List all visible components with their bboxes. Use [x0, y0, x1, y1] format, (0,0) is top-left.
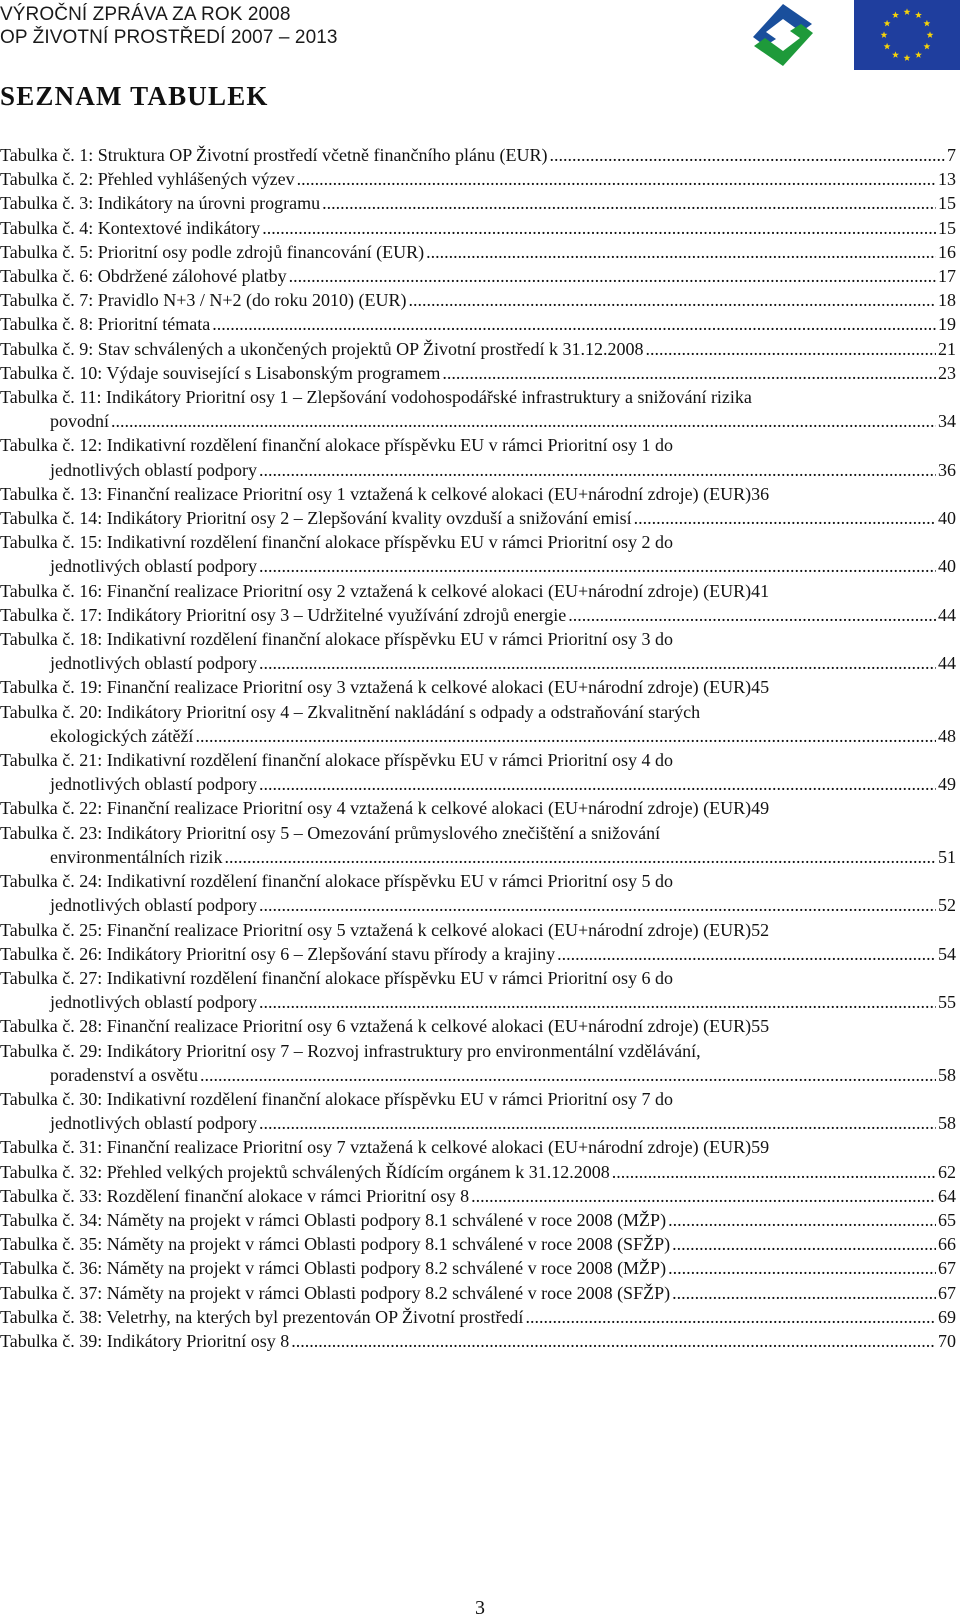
dot-leader [259, 893, 936, 917]
toc-page-number: 16 [938, 241, 956, 262]
toc-entry-text: Tabulka č. 30: Indikativní rozdělení finanční alokace příspěvku EU v rámci Prioritní osy 7 do [0, 1088, 674, 1109]
dot-leader [612, 1160, 936, 1184]
toc-entry-text: Tabulka č. 5: Prioritní osy podle zdrojů financování (EUR) [0, 241, 425, 262]
toc-page-number: 19 [938, 314, 956, 335]
toc-entry-text: Tabulka č. 37: Náměty na projekt v rámci Oblasti podpory 8.2 schválené v roce 2008 (SFŽP) [0, 1282, 671, 1303]
toc-page-number: 49 [938, 774, 956, 795]
toc-entry-text: ekologických zátěží [50, 725, 194, 746]
toc-entry-text: jednotlivých oblastí podpory [50, 556, 257, 577]
dot-leader [645, 337, 936, 361]
toc-entry[interactable] [0, 167, 956, 191]
toc-entry-text: Tabulka č. 18: Indikativní rozdělení finanční alokace příspěvku EU v rámci Prioritní osy 3 do [0, 629, 674, 650]
dot-leader [471, 1184, 936, 1208]
toc-entry-text: jednotlivých oblastí podpory [50, 774, 257, 795]
dot-leader [111, 409, 936, 433]
toc-entry-text: Tabulka č. 10: Výdaje související s Lisabonským programem [0, 362, 441, 383]
toc-page-number: 49 [751, 798, 770, 819]
toc-entry[interactable] [0, 240, 956, 264]
toc-entry-text: Tabulka č. 3: Indikátory na úrovni programu [0, 193, 321, 214]
toc-entry-text: jednotlivých oblastí podpory [50, 653, 257, 674]
toc-entry-text: Tabulka č. 38: Veletrhy, na kterých byl prezentován OP Životní prostředí [0, 1306, 524, 1327]
toc-page-number: 15 [938, 193, 956, 214]
toc-entry-text: Tabulka č. 13: Finanční realizace Prioritní osy 1 vztažená k celkové alokaci (EU+národní zdroje) (EUR) [0, 483, 752, 504]
toc-page-number: 48 [938, 725, 956, 746]
toc-entry-text: Tabulka č. 2: Přehled vyhlášených výzev [0, 169, 295, 190]
toc-entry[interactable] [0, 1014, 956, 1038]
toc-entry[interactable] [0, 1256, 956, 1280]
toc-entry[interactable] [0, 361, 956, 385]
toc-entry[interactable] [0, 675, 956, 699]
toc-page-number: 40 [938, 556, 956, 577]
toc-entry[interactable] [0, 337, 956, 361]
toc-entry[interactable] [0, 385, 956, 433]
header-subtitle: OP ŽIVOTNÍ PROSTŘEDÍ 2007 – 2013 [0, 27, 338, 48]
toc-page-number: 58 [938, 1113, 956, 1134]
toc-entry-text: Tabulka č. 25: Finanční realizace Prioritní osy 5 vztažená k celkové alokaci (EU+národní zdroje) (EUR) [0, 919, 752, 940]
toc-page-number: 13 [938, 169, 956, 190]
dot-leader [224, 845, 936, 869]
toc-entry-text: Tabulka č. 35: Náměty na projekt v rámci Oblasti podpory 8.1 schválené v roce 2008 (SFŽP) [0, 1234, 671, 1255]
dot-leader [408, 288, 936, 312]
toc-entry-text: Tabulka č. 23: Indikátory Prioritní osy 5 – Omezování průmyslového znečištění a snižování [0, 822, 661, 843]
toc-entry[interactable] [0, 1329, 956, 1353]
toc-entry-text: Tabulka č. 21: Indikativní rozdělení finanční alokace příspěvku EU v rámci Prioritní osy 4 do [0, 750, 674, 771]
toc-entry-text: jednotlivých oblastí podpory [50, 459, 257, 480]
dot-leader [634, 506, 936, 530]
toc-page-number: 36 [751, 483, 770, 504]
toc-entry[interactable] [0, 1184, 956, 1208]
toc-entry[interactable] [0, 918, 956, 942]
toc-entry[interactable] [0, 482, 956, 506]
toc-page-number: 64 [938, 1185, 956, 1206]
toc-entry-text: Tabulka č. 28: Finanční realizace Prioritní osy 6 vztažená k celkové alokaci (EU+národní zdroje) (EUR) [0, 1016, 752, 1037]
dot-leader [568, 603, 936, 627]
toc-entry-text: povodní [50, 411, 110, 432]
page-title: SEZNAM TABULEK [0, 81, 269, 111]
toc-entry[interactable] [0, 288, 956, 312]
toc-page-number: 23 [938, 362, 956, 383]
toc-entry[interactable] [0, 966, 956, 1014]
toc-entry[interactable] [0, 796, 956, 820]
toc-page-number: 15 [938, 217, 956, 238]
toc-entry[interactable] [0, 1232, 956, 1256]
dot-leader [212, 312, 936, 336]
page-header [0, 0, 960, 80]
toc-entry-text: Tabulka č. 14: Indikátory Prioritní osy 2 – Zlepšování kvality ovzduší a snižování emisí [0, 508, 632, 529]
toc-page-number: 44 [938, 653, 956, 674]
toc-entry[interactable] [0, 869, 956, 917]
toc-entry[interactable] [0, 506, 956, 530]
toc-page-number: 40 [938, 508, 956, 529]
toc-entry-text: Tabulka č. 11: Indikátory Prioritní osy 1 – Zlepšování vodohospodářské infrastruktury a snižování rizika [0, 387, 752, 408]
toc-entry-text: Tabulka č. 15: Indikativní rozdělení finanční alokace příspěvku EU v rámci Prioritní osy 2 do [0, 532, 674, 553]
toc-page-number: 44 [938, 604, 956, 625]
toc-page-number: 18 [938, 290, 956, 311]
toc-entry[interactable] [0, 821, 956, 869]
toc-page-number: 45 [751, 677, 770, 698]
toc-entry[interactable] [0, 700, 956, 748]
dot-leader [259, 651, 936, 675]
dot-leader [195, 724, 936, 748]
toc-page-number: 7 [947, 145, 956, 165]
toc-page-number: 36 [938, 459, 956, 480]
toc-entry-text: Tabulka č. 9: Stav schválených a ukončených projektů OP Životní prostředí k 31.12.2008 [0, 338, 644, 359]
page-number: 3 [475, 1597, 485, 1619]
dot-leader [262, 216, 936, 240]
toc-page-number: 66 [938, 1234, 956, 1255]
toc-entry[interactable] [0, 748, 956, 796]
toc-entry[interactable] [0, 603, 956, 627]
op-zp-logo-icon [738, 2, 828, 68]
toc-entry[interactable] [0, 191, 956, 215]
dot-leader [200, 1063, 936, 1087]
toc-entry-text: jednotlivých oblastí podpory [50, 895, 257, 916]
toc-entry[interactable] [0, 530, 956, 578]
toc-entry-text: Tabulka č. 8: Prioritní témata [0, 314, 211, 335]
toc-entry[interactable] [0, 1087, 956, 1135]
dot-leader [442, 361, 936, 385]
toc-page-number: 67 [938, 1282, 956, 1303]
dot-leader [668, 1256, 936, 1280]
table-of-tables [0, 143, 956, 1353]
toc-entry[interactable] [0, 433, 956, 481]
toc-page-number: 34 [938, 411, 956, 432]
toc-page-number: 58 [938, 1064, 956, 1085]
eu-flag-icon [854, 0, 960, 70]
dot-leader [672, 1232, 936, 1256]
toc-page-number: 65 [938, 1209, 956, 1230]
toc-entry-text: Tabulka č. 36: Náměty na projekt v rámci Oblasti podpory 8.2 schválené v roce 2008 (MŽP) [0, 1258, 667, 1279]
toc-page-number: 54 [938, 943, 956, 964]
toc-page-number: 52 [938, 895, 956, 916]
dot-leader [259, 772, 936, 796]
toc-entry-text: Tabulka č. 12: Indikativní rozdělení finanční alokace příspěvku EU v rámci Prioritní osy 1 do [0, 435, 674, 456]
header-title: VÝROČNÍ ZPRÁVA ZA ROK 2008 [0, 4, 291, 25]
dot-leader [668, 1208, 936, 1232]
toc-entry-text: Tabulka č. 1: Struktura OP Životní prostředí včetně finančního plánu (EUR) [0, 145, 548, 165]
toc-entry-text: Tabulka č. 31: Finanční realizace Prioritní osy 7 vztažená k celkové alokaci (EU+národní zdroje) (EUR) [0, 1137, 752, 1158]
toc-page-number: 52 [751, 919, 770, 940]
toc-entry-text: Tabulka č. 29: Indikátory Prioritní osy 7 – Rozvoj infrastruktury pro environmentální vzdělávání, [0, 1040, 701, 1061]
toc-page-number: 67 [938, 1258, 956, 1279]
dot-leader [322, 191, 936, 215]
toc-entry[interactable] [0, 1135, 956, 1159]
toc-entry-text: Tabulka č. 22: Finanční realizace Prioritní osy 4 vztažená k celkové alokaci (EU+národní zdroje) (EUR) [0, 798, 752, 819]
toc-page-number: 69 [938, 1306, 956, 1327]
toc-entry-text: Tabulka č. 4: Kontextové indikátory [0, 217, 261, 238]
dot-leader [297, 167, 936, 191]
toc-page-number: 59 [751, 1137, 770, 1158]
toc-page-number: 21 [938, 338, 956, 359]
dot-leader [525, 1305, 936, 1329]
dot-leader [549, 143, 945, 167]
toc-entry[interactable] [0, 143, 956, 167]
toc-page-number: 55 [751, 1016, 770, 1037]
toc-entry-text: Tabulka č. 33: Rozdělení finanční alokace v rámci Prioritní osy 8 [0, 1185, 470, 1206]
toc-page-number: 70 [938, 1330, 956, 1351]
dot-leader [259, 554, 936, 578]
dot-leader [672, 1281, 936, 1305]
toc-entry-text: Tabulka č. 34: Náměty na projekt v rámci Oblasti podpory 8.1 schválené v roce 2008 (MŽP) [0, 1209, 667, 1230]
toc-entry[interactable] [0, 579, 956, 603]
toc-page-number: 17 [938, 266, 956, 287]
toc-entry-text: environmentálních rizik [50, 846, 223, 867]
dot-leader [426, 240, 936, 264]
toc-entry-text: Tabulka č. 39: Indikátory Prioritní osy 8 [0, 1330, 290, 1351]
toc-entry-text: Tabulka č. 24: Indikativní rozdělení finanční alokace příspěvku EU v rámci Prioritní osy 5 do [0, 871, 674, 892]
toc-entry-text: jednotlivých oblastí podpory [50, 992, 257, 1013]
toc-entry[interactable] [0, 1208, 956, 1232]
toc-page-number: 55 [938, 992, 956, 1013]
toc-entry-text: Tabulka č. 26: Indikátory Prioritní osy 6 – Zlepšování stavu přírody a krajiny [0, 943, 556, 964]
toc-entry-text: Tabulka č. 19: Finanční realizace Prioritní osy 3 vztažená k celkové alokaci (EU+národní zdroje) (EUR) [0, 677, 752, 698]
toc-page-number: 51 [938, 846, 956, 867]
toc-entry-text: Tabulka č. 32: Přehled velkých projektů schválených Řídícím orgánem k 31.12.2008 [0, 1161, 610, 1182]
dot-leader [259, 1111, 936, 1135]
dot-leader [259, 458, 936, 482]
toc-entry[interactable] [0, 1160, 956, 1184]
toc-entry-text: Tabulka č. 17: Indikátory Prioritní osy 3 – Udržitelné využívání zdrojů energie [0, 604, 567, 625]
toc-entry[interactable] [0, 627, 956, 675]
toc-page-number: 41 [751, 580, 770, 601]
toc-entry-text: Tabulka č. 7: Pravidlo N+3 / N+2 (do roku 2010) (EUR) [0, 290, 407, 311]
toc-entry[interactable] [0, 1305, 956, 1329]
toc-entry[interactable] [0, 1281, 956, 1305]
toc-entry-text: jednotlivých oblastí podpory [50, 1113, 257, 1134]
dot-leader [557, 942, 936, 966]
toc-entry-text: Tabulka č. 6: Obdržené zálohové platby [0, 266, 287, 287]
toc-entry-text: Tabulka č. 20: Indikátory Prioritní osy 4 – Zkvalitnění nakládání s odpady a odstraňování starých [0, 701, 701, 722]
toc-entry[interactable] [0, 942, 956, 966]
toc-entry-text: Tabulka č. 27: Indikativní rozdělení finanční alokace příspěvku EU v rámci Prioritní osy 6 do [0, 967, 674, 988]
dot-leader [289, 264, 936, 288]
toc-page-number: 62 [938, 1161, 956, 1182]
toc-entry[interactable] [0, 312, 956, 336]
toc-entry[interactable] [0, 264, 956, 288]
toc-entry[interactable] [0, 1039, 956, 1087]
toc-entry[interactable] [0, 216, 956, 240]
toc-entry-text: poradenství a osvětu [50, 1064, 198, 1085]
toc-entry-text: Tabulka č. 16: Finanční realizace Prioritní osy 2 vztažená k celkové alokaci (EU+národní zdroje) (EUR) [0, 580, 752, 601]
dot-leader [291, 1329, 936, 1353]
dot-leader [259, 990, 936, 1014]
